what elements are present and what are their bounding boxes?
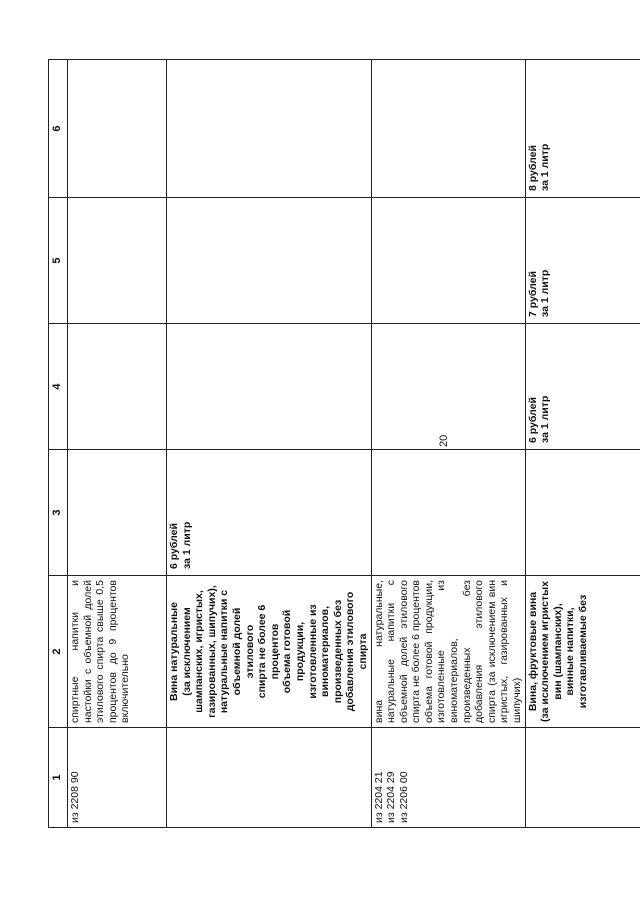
rate-unit: за 1 литр xyxy=(180,521,193,569)
description-line: газированных, шипучих), xyxy=(205,585,218,718)
description-line: Вина натуральные xyxy=(168,602,180,701)
tariff-table xyxy=(48,59,640,828)
rate-amount: 8 рублей xyxy=(526,145,539,191)
table-row xyxy=(68,60,167,828)
description-line: Вина, фруктовые вина xyxy=(526,591,539,712)
rate-cell xyxy=(371,198,525,324)
description-line: добавления этилового спирта xyxy=(344,591,369,712)
description-cell xyxy=(167,576,372,728)
code-cell xyxy=(371,728,525,828)
rate-cell xyxy=(525,60,640,198)
description-line: натуральные напитки с xyxy=(218,589,231,714)
table-row xyxy=(167,60,372,828)
code-cell xyxy=(68,728,167,828)
rate-unit: за 1 литр xyxy=(539,269,552,317)
header-row xyxy=(49,60,68,828)
rate-cell xyxy=(371,60,525,198)
column-header-3: 3 xyxy=(49,450,68,576)
rate-cell xyxy=(525,324,640,450)
column-header-2: 2 xyxy=(49,576,68,728)
rate-cell xyxy=(68,60,167,198)
code-line: из 2206 00 xyxy=(397,771,410,823)
description-line: вин (шампанских), xyxy=(551,603,564,700)
rate-amount: 6 рублей xyxy=(168,523,180,569)
description-line: изготовленные из xyxy=(306,604,319,699)
description-line: виноматериалов, xyxy=(319,606,332,698)
code-line: из 2204 21 xyxy=(372,771,385,823)
description-line: спирта не более 6 процентов xyxy=(256,604,281,699)
code-line: из 2204 29 xyxy=(385,771,398,823)
rate-unit: за 1 литр xyxy=(539,395,552,443)
column-header-5: 5 xyxy=(49,198,68,324)
table-row xyxy=(525,60,640,828)
rate-cell xyxy=(68,324,167,450)
code-line: из 2208 90 xyxy=(69,771,81,823)
page-number: 20 xyxy=(438,434,450,447)
description-line: (за исключением xyxy=(180,607,193,696)
rate-cell xyxy=(167,198,372,324)
description-line: шампанских, игристых, xyxy=(193,590,206,713)
table-row xyxy=(371,60,525,828)
rate-cell xyxy=(525,450,640,576)
code-cell xyxy=(525,728,640,828)
code-cell xyxy=(167,728,372,828)
description-line: изготавливаемые без xyxy=(577,594,589,709)
rate-cell xyxy=(525,198,640,324)
description-line: (за исключением игристых xyxy=(539,581,552,722)
description-line: произведенных без xyxy=(331,599,344,704)
rate-cell xyxy=(68,450,167,576)
description-line: винные напитки, xyxy=(564,607,577,696)
column-header-4: 4 xyxy=(49,324,68,450)
rate-cell xyxy=(167,450,372,576)
description-line: объема готовой продукции, xyxy=(281,609,306,694)
column-header-6: 6 xyxy=(49,60,68,198)
rate-cell xyxy=(167,60,372,198)
rate-amount: 7 рублей xyxy=(526,271,539,317)
description-cell: спиртные напитки и настойки с объемной долей этилового спирта свыше 0,5 процентов до 9 процентов включительно xyxy=(68,576,167,728)
description-cell xyxy=(525,576,640,728)
rate-cell xyxy=(371,324,525,450)
rate-cell xyxy=(371,450,525,576)
column-header-1: 1 xyxy=(49,728,68,828)
rate-amount: 6 рублей xyxy=(526,397,539,443)
description-cell: вина натуральные, натуральные напитки с объемной долей этилового спирта не более 6 процентов объема готовой продукции, изготовленные из виноматериалов, произведенных без добавления этилового спирта (за исключением вин игристых, газированных и шипучих) xyxy=(371,576,525,728)
description-line: объемной долей этилового xyxy=(230,607,256,696)
rate-cell xyxy=(167,324,372,450)
rate-cell xyxy=(68,198,167,324)
rate-unit: за 1 литр xyxy=(539,143,552,191)
